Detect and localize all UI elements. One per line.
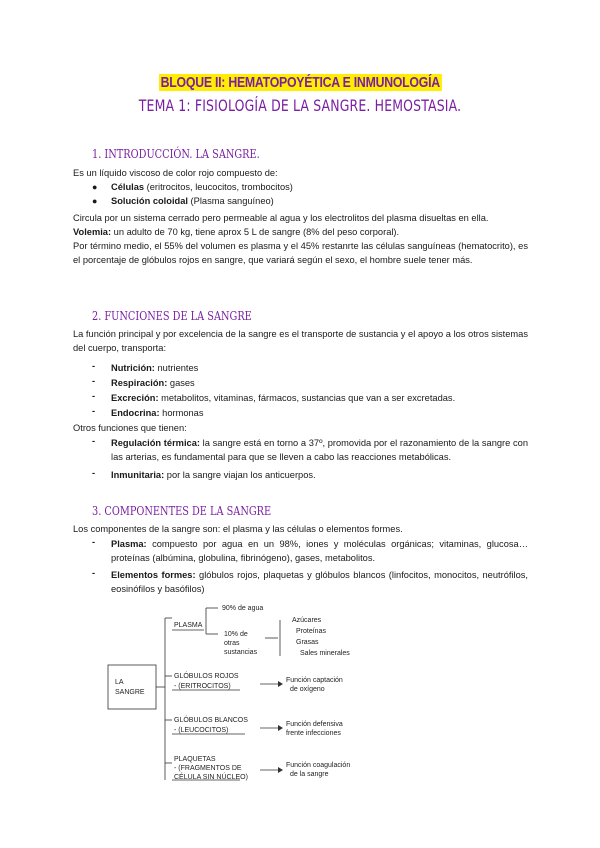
dash-marker: - (92, 361, 96, 371)
paragraph: Circula por un sistema cerrado pero permeable al agua y los electrolitos del plasma disueltas en ella. (73, 213, 489, 223)
red-cells-label: - (ERITROCITOS) (174, 683, 231, 690)
list-item: Inmunitaria: por la sangre viajan los anticuerpos. (111, 470, 316, 480)
platelets-label: PLAQUETAS (174, 756, 216, 763)
white-cells-label: GLÓBULOS BLANCOS (174, 717, 248, 724)
dash-marker: - (92, 537, 96, 547)
paragraph: La función principal y por excelencia de la sangre es el transporte de sustancia y el apoyo a los otros sistemas del cuerpo, transporta: (73, 329, 528, 353)
paragraph: Los componentes de la sangre son: el plasma y las células o elementos formes. (73, 524, 403, 534)
other-substances-label: otras (224, 640, 240, 647)
arrow-head (278, 767, 283, 773)
substance-item: Proteínas (296, 628, 326, 635)
white-cells-label: - (LEUCOCITOS) (174, 727, 229, 734)
section-3-heading: 3. COMPONENTES DE LA SANGRE (92, 503, 272, 518)
arrow-head (278, 725, 283, 731)
white-cells-function: Función defensiva (286, 721, 343, 728)
plasma-label: PLASMA (174, 622, 203, 629)
section-1-intro: Es un líquido viscoso de color rojo compuesto de: (73, 168, 278, 178)
red-cells-function: Función captación (286, 677, 343, 684)
block-title: BLOQUE II: HEMATOPOYÉTICA E INMUNOLOGÍA (160, 74, 440, 91)
substance-item: Azúcares (292, 617, 322, 624)
section-2-heading: 2. FUNCIONES DE LA SANGRE (92, 308, 252, 323)
blood-components-diagram (100, 598, 400, 808)
topic-title: TEMA 1: FISIOLOGÍA DE LA SANGRE. HEMOSTASIA. (138, 96, 462, 115)
substance-item: Sales minerales (300, 650, 350, 657)
list-item: Solución coloidal (Plasma sanguíneo) (111, 196, 274, 206)
red-cells-label: GLÓBULOS ROJOS (174, 673, 239, 680)
paragraph: Volemia: un adulto de 70 kg, tiene aprox 5 L de sangre (8% del peso corporal). (73, 227, 400, 237)
list-item: Regulación térmica: la sangre está en torno a 37º, promovida por el razonamiento de la sangre con las arterias, es fundamental para que se lleven a cabo las reacciones metabólicas. (111, 438, 528, 462)
paragraph: Otros funciones que tienen: (73, 423, 187, 433)
white-cells-function: frente infecciones (286, 730, 341, 737)
list-item: Células (eritrocitos, leucocitos, trombocitos) (111, 182, 293, 192)
root-label: SANGRE (115, 689, 145, 696)
platelets-label: CÉLULA SIN NÚCLEO) (174, 774, 248, 781)
title-block (0, 74, 600, 115)
dash-marker: - (92, 376, 96, 386)
list-item: Endocrina: hormonas (111, 408, 204, 418)
water-label: 90% de agua (222, 605, 264, 612)
dash-marker: - (92, 468, 96, 478)
list-item: Plasma: compuesto por agua en un 98%, iones y moléculas orgánicas; vitaminas, glucosa… proteínas (albúmina, globulina, fibrinógeno), gases, metabolitos. (111, 539, 528, 563)
platelets-function: Función coagulación (286, 762, 351, 769)
red-cells-function: de oxígeno (290, 686, 325, 693)
section-1-heading: 1. INTRODUCCIÓN. LA SANGRE. (92, 146, 260, 161)
other-substances-label: sustancias (224, 649, 258, 656)
root-label: LA (115, 679, 124, 686)
dash-marker: - (92, 436, 96, 446)
dash-marker: - (92, 391, 96, 401)
other-substances-label: 10% de (224, 631, 248, 638)
arrow-head (278, 681, 283, 687)
root-box (108, 665, 156, 709)
dash-marker: - (92, 568, 96, 578)
list-item: Respiración: gases (111, 378, 195, 388)
platelets-label: - (FRAGMENTOS DE (174, 765, 242, 772)
list-item: Excreción: metabolitos, vitaminas, fármacos, sustancias que van a ser excretadas. (111, 393, 456, 403)
paragraph: Por término medio, el 55% del volumen es plasma y el 45% restanrte las células sanguíneas (hematocrito), es el porcentaje de glóbulos rojos en sangre, que variará según el sexo, el hombre suele tener más. (73, 241, 528, 265)
substance-item: Grasas (296, 639, 319, 646)
platelets-function: de la sangre (290, 771, 329, 778)
bullet-dot: ● (92, 196, 98, 206)
list-item: Elementos formes: glóbulos rojos, plaquetas y glóbulos blancos (linfocitos, monocitos, neutrófilos, eosinófilos y basófilos) (111, 570, 528, 594)
dash-marker: - (92, 406, 96, 416)
bullet-dot: ● (92, 182, 98, 192)
list-item: Nutrición: nutrientes (111, 363, 199, 373)
